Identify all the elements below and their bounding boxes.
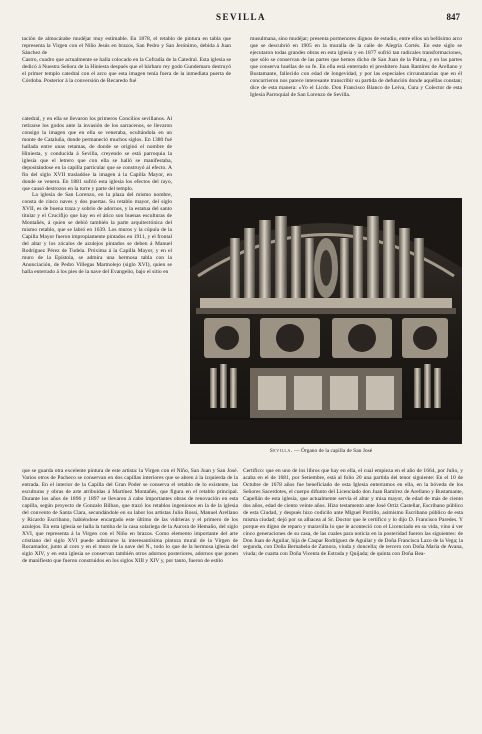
page-number: 847 bbox=[446, 12, 460, 22]
organ-illustration bbox=[190, 198, 462, 444]
left-column-narrow bbox=[22, 116, 172, 276]
paragraph: catedral, y en ella se llevaron los primeros Concilios sevillanos. Al retirarse los godos ante la invasión de los sarracenos, se llevaron consigo la imagen que en ella se veneraba, ocultándola en un monte de Cataluña, donde permaneció muchos siglos. En 1380 fué hallada entre unas retamas, de donde se originó el nombre de Hiniesta, y conducida á Sevilla, creyendo se está parroquia la iglesia que el letrero que con ella se halló se manifestaba, depositándose en la capilla particular que se construyó al efecto. A fin del siglo XVII trasladóse la imagen á la Capilla Mayor, en donde se venera. En 1881 sufrió esta iglesia los efectos del rayo, que causó destrozos en la torre y parte del templo. bbox=[22, 116, 172, 192]
paragraph: que se guarda otra excelente pintura de este artista: la Virgen con el Niño, San Juan y San José. Varios otros de Pacheco se conservan en dos capillas interiores que se abren á la izquierda de la entrada. En el interior de la Capilla del Gran Poder se conserva el retablo de lo existente, las esculturas y obras de arte atribuidas á Martínez Montañés, que figura en el retablo principal. Durante los años de 1896 y 1897 se llevaron á cabo importantes obras de renovación en esta capilla, según proyecto de Gonzalo Bilbao, que trazó los retablos ingeniosos en la de la iglesia del convento de Santa Clara, secundándole en su labor los artistas Julio Rossi, Manuel Arellano y Ricardo Escribano, habiéndose encargado este último de las vidrieras y el primero de los azulejos. En esta iglesia se halla la tumba de la casa solariega de la Aurora de Hemaño, del siglo XVI, que representa á la Virgen con el Niño en brazos. Como elemento importante del arte cristiano del siglo XVI puede admirarse la interesantísima pintura mural de la Virgen de Rocamador, junto al coro y en el muro de la nave del N., todo lo que de la hermosa iglesia del siglo XIV, y en esta iglesia se conservan también otros adornos posteriores, adornos que ponen de manifiesto que fueron construidos en los siglos XIII y XIV y, por tanto, fueron de estilo bbox=[22, 468, 238, 565]
left-column-bottom bbox=[22, 468, 238, 565]
figure-caption bbox=[180, 448, 462, 454]
paragraph: Certifico: que en uno de los libros que hay en ella, el cual empieza en el año de 1664, por Julio, y acaba en el de 1681, por Setiembre, está al folio 20 una partida del tenor siguiente: En el 10 de Octubre de 1678 años fue beneficiado de esta Iglesia enterramos en ella, en la bóveda de los Señores Sacerdotes, el cuerpo difunto del Licenciado don Juan Ramírez de Arellano y Bustamante, Capellán de esta iglesia, que actualmente servía el altar y misa mayor, de edad de más de ciento dos años, edad de ciento veinte años. Hizo testamento ante José Ortiz Castellar, Escribano público de esta Ciudad, y después hizo codicilo ante Miguel Portillo, asimismo Escribano público de esta misma ciudad; dejó por su albacea al Sr. Doctor que le certifico y lo dijo D. Francisco Paredes. Y porque en digno de reparo y maravilla lo que le aconteció con el Licenciado en su vida, vino á ver cinco generaciones de su casa, de las cuales para noticia en la posteridad fueron las siguientes: de Don Juan de Aguilar, hija de Caspar Rodríguez de Aguilar y de Doña Francisca Lazo de la Vega; la segunda, con Doña Bernabela de Zamora, viuda y doncella; de tercero con Doña María de Avana, viuda; de cuarta con Doña Vicenta de Estrada y Quijada; de quinta con Doña Bea- bbox=[243, 468, 463, 558]
caption-text: — Órgano de la capilla de San José bbox=[293, 448, 373, 454]
running-title: SEVILLA bbox=[215, 12, 266, 22]
paragraph: tación de almocárabe mudéjar muy estimable. En 1878, el retablo de pintura en tabla que representa la Virgen con el Niño Jesús en brazos, San Pedro y San Jerónimo, debida á Juan Sánchez de bbox=[22, 36, 231, 56]
paragraph: musulmana, sino mudéjar; presenta pormenores dignos de estudio, entre ellos un bellísimo arco que se descubrió en 1905 en la muralla de la calle de Alegría Cortés. En este siglo se ejecutaron todas grandes obras en esta iglesia y en 1877 sufrió tan radicales transformaciones, que sólo se conservan de las partes que hemos dicho de San Juan de la Palma, y en las partes que conserva huellas de su fe. En ella está enterrado el presbítero Juan Ramírez de Arellano y Bustamante, fallecido con edad de longevidad, y por las especiales circunstancias que en él concurrieron nos parece interesante transcribir su partida de defunción donde aquéllas constan; dice de esta manera: «Yo el Licdo. Don Francisco Blanco de Leiva, Cura y Colector de esta Iglesia Parroquial de San Lorenzo de Sevilla. bbox=[250, 36, 462, 98]
page-header bbox=[22, 12, 460, 26]
organ-photograph bbox=[190, 198, 462, 444]
left-column-top bbox=[22, 36, 231, 85]
right-column-bottom bbox=[243, 468, 463, 558]
right-column-top bbox=[250, 36, 462, 99]
paragraph: La iglesia de San Lorenzo, en la plaza del mismo nombre, consta de cinco naves y dos puertas. Su retablo mayor, del siglo XVII, es de buena traza y sobrio de adornos, y la estatua del santo titular y el Crucifijo que hay en el ático son buenas esculturas de Montañés, á quien se debió también la parte arquitectónica del mismo retablo, que se labró en 1639. Los muros y la cúpula de la Capilla Mayor fueron impropiamente pintados en 1911, y el frontal del altar y los zócalos de azulejos pintados se deben á Manuel Rodríguez Pérez de Tudela. Próxima á la Capilla Mayor, y en el muro de la Epístola, se admira una hermosa tabla con la Anunciación, de Pedro Villegas Marmolejo (siglo XVI), quien se halla enterrado á los pies de la nave del Evangelio, bajo el sitio en bbox=[22, 192, 172, 275]
caption-city: Sevilla. bbox=[269, 448, 293, 454]
paragraph: Castro, cuadro que actualmente se halla colocado en la Cofradía de la Catedral. Esta iglesia se dedicó á Nuestra Señora de la Hiniesta después que el bárbaro rey godo Gundemaro destruyó el primer templo catedral con el arco que esta imagen tenía fuera de la inmediata puerta de Córdoba. Posterior á la conversión de Recaredo fué bbox=[22, 56, 231, 84]
